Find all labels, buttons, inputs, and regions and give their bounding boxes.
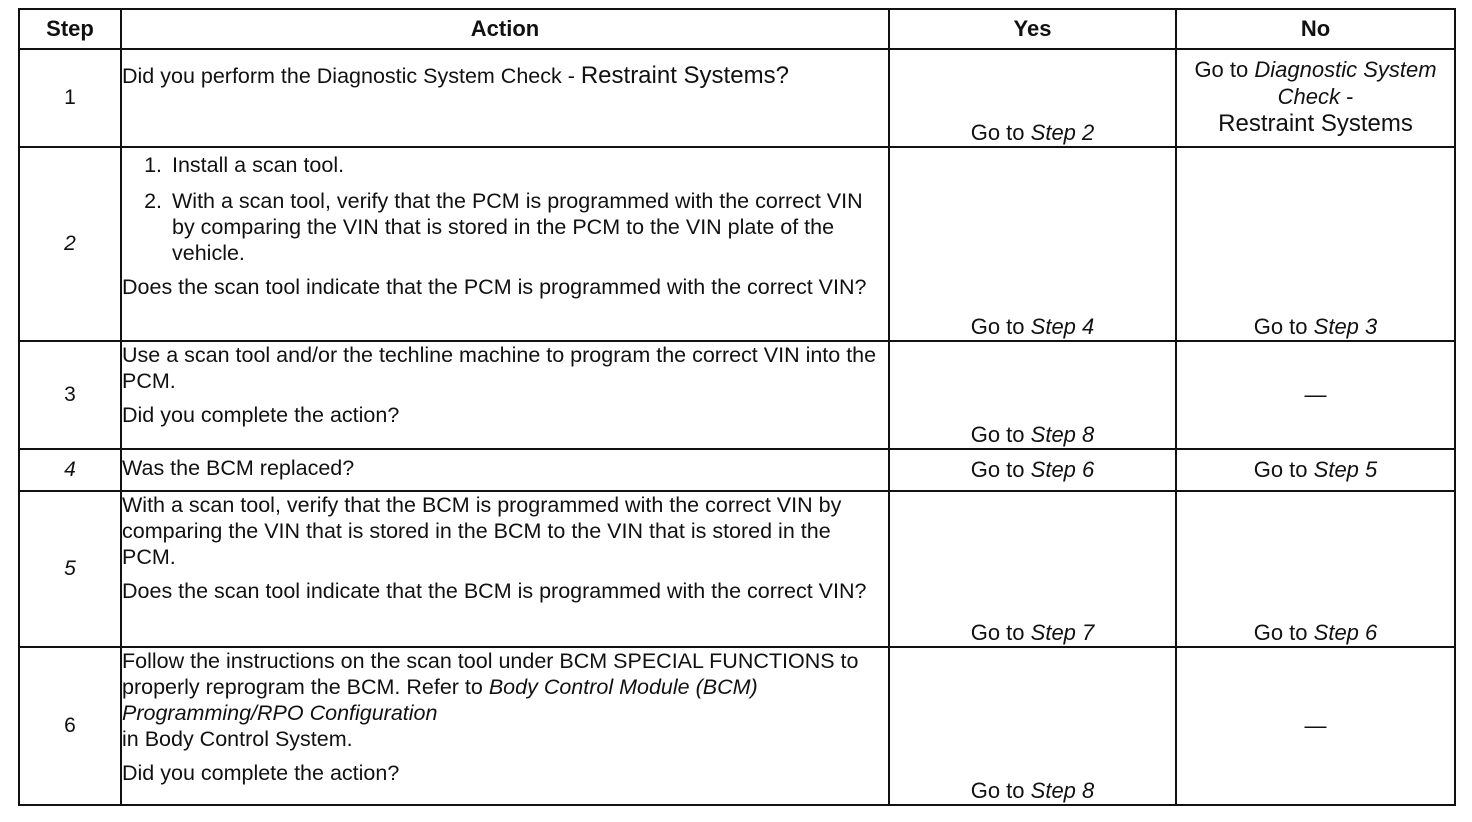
action-cell: [121, 341, 889, 449]
action-cell: [121, 647, 889, 805]
no-cell: [1176, 647, 1455, 805]
no-cell: Go to Diagnostic System Check - Restraint Systems: [1176, 49, 1455, 147]
step-number: 4: [19, 449, 121, 491]
table-row: [19, 49, 1455, 147]
no-dash: —: [1304, 382, 1327, 407]
table-row: [19, 449, 1455, 491]
step-number: 5: [19, 491, 121, 647]
yes-cell: Go to Step 7: [889, 491, 1176, 647]
header-action: Action: [121, 9, 889, 49]
yes-step-link[interactable]: Step 4: [1030, 314, 1095, 339]
step-number: 3: [19, 341, 121, 449]
table-row: [19, 491, 1455, 647]
no-step-link[interactable]: Diagnostic System Check: [1254, 57, 1437, 109]
no-cell: Go to Step 3: [1176, 147, 1455, 341]
no-step-link[interactable]: Step 3: [1313, 314, 1378, 339]
action-cell: [121, 491, 889, 647]
no-step-link[interactable]: Step 6: [1313, 620, 1378, 645]
table-row: [19, 147, 1455, 341]
list-item: 2. With a scan tool, verify that the PCM is programmed with the correct VIN by comparing the VIN that is stored in the PCM to the VIN plate of the vehicle.: [168, 188, 888, 266]
yes-step-link[interactable]: Step 2: [1030, 120, 1095, 145]
header-yes: Yes: [889, 9, 1176, 49]
action-text: With a scan tool, verify that the BCM is programmed with the correct VIN by comparing the VIN that is stored in the BCM to the VIN that is stored in the PCM.: [122, 493, 842, 569]
action-cell: [121, 449, 889, 491]
action-question: Did you perform the Diagnostic System Check - Restraint Systems?: [122, 62, 789, 89]
no-cell: Go to Step 5: [1176, 449, 1455, 491]
reference-link[interactable]: Body Control Module (BCM) Programming/RPO Configuration: [122, 675, 758, 725]
yes-cell: Go to Step 8: [889, 647, 1176, 805]
yes-cell: Go to Step 4: [889, 147, 1176, 341]
action-question: Was the BCM replaced?: [122, 456, 355, 480]
yes-step-link[interactable]: Step 7: [1030, 620, 1095, 645]
diagnostic-table: [18, 8, 1456, 806]
yes-step-link[interactable]: Step 6: [1030, 457, 1095, 482]
header-no: No: [1176, 9, 1455, 49]
header-row: [19, 9, 1455, 49]
yes-step-link[interactable]: Step 8: [1030, 422, 1095, 447]
yes-step-link[interactable]: Step 8: [1030, 778, 1095, 803]
table-row: [19, 647, 1455, 805]
table-row: [19, 341, 1455, 449]
step-number: 2: [19, 147, 121, 341]
step-number: 1: [19, 49, 121, 147]
action-question: Did you complete the action?: [122, 403, 400, 427]
yes-cell: Go to Step 8: [889, 341, 1176, 449]
action-text: Follow the instructions on the scan tool under BCM SPECIAL FUNCTIONS to properly reprogram the BCM. Refer to Body Control Module (BCM) Programming/RPO Configuration in Body Control System.: [122, 649, 859, 751]
yes-cell: Go to Step 2: [889, 49, 1176, 147]
no-dash: —: [1304, 713, 1327, 738]
yes-cell: Go to Step 6: [889, 449, 1176, 491]
no-cell: Go to Step 6: [1176, 491, 1455, 647]
header-step: Step: [19, 9, 121, 49]
action-question: Did you complete the action?: [122, 761, 400, 785]
action-text: Use a scan tool and/or the techline machine to program the correct VIN into the PCM.: [122, 343, 877, 393]
action-list: [122, 152, 888, 266]
no-step-link[interactable]: Step 5: [1313, 457, 1378, 482]
action-cell: [121, 49, 889, 147]
list-item: 1. Install a scan tool.: [168, 152, 888, 178]
action-question: Does the scan tool indicate that the BCM is programmed with the correct VIN?: [122, 579, 867, 603]
action-question: Does the scan tool indicate that the PCM is programmed with the correct VIN?: [122, 275, 867, 299]
action-cell: [121, 147, 889, 341]
no-cell: [1176, 341, 1455, 449]
step-number: 6: [19, 647, 121, 805]
